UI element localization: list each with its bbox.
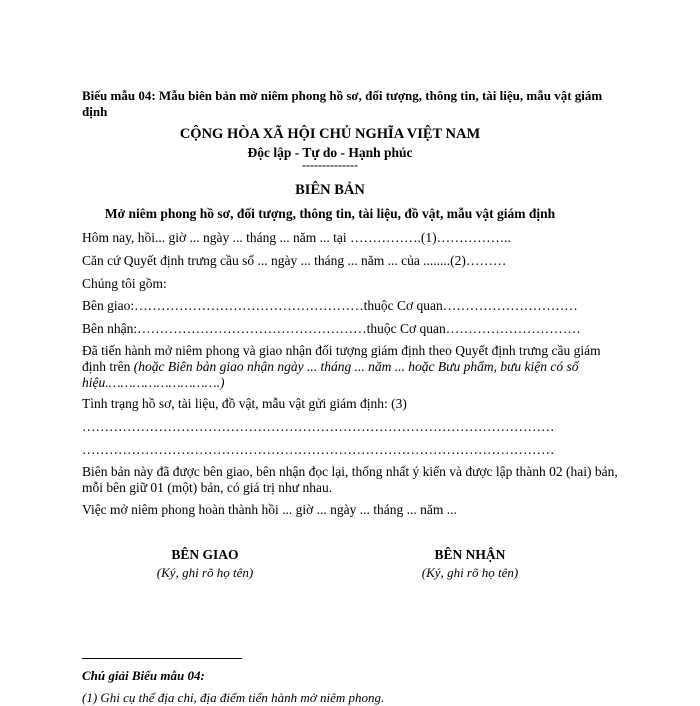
document-subtitle: Mở niêm phong hồ sơ, đối tượng, thông tin, tài liệu, đồ vật, mẫu vật giám định <box>104 206 556 221</box>
document-title: BIÊN BẢN <box>295 182 365 198</box>
motto: Độc lập - Tự do - Hạnh phúc <box>247 145 413 160</box>
dots-line-2: …………………………………………………………………………………………… <box>82 442 555 457</box>
line-we: Chúng tôi gồm: <box>82 276 167 291</box>
line-basis: Căn cứ Quyết định trưng cầu số ... ngày ... tháng ... năm ... của ........(2)……… <box>82 253 507 268</box>
motto-rule: -------------- <box>302 158 358 172</box>
paragraph-conducted-italic: (hoặc Biên bản giao nhận ngày ... tháng ... năm ... hoặc Bưu phẩm, bưu kiện có số hiệu.……………………….) <box>82 359 579 390</box>
line-receiver: Bên nhận:……………………………………………thuộc Cơ quan………………………… <box>82 321 581 336</box>
paragraph-conducted-main: Đã tiến hành mở niêm phong và giao nhận đối tượng giám định theo Quyết định trưng cầu giám định trên <box>82 343 601 374</box>
line-completed: Việc mở niêm phong hoàn thành hồi ... giờ ... ngày ... tháng ... năm ... <box>82 502 457 517</box>
form-heading: Biểu mẫu 04: Mẫu biên bản mở niêm phong hồ sơ, đối tượng, thông tin, tài liệu, mẫu vật giám định <box>82 88 603 119</box>
footnote-divider <box>82 658 242 659</box>
signature-left-note: (Ký, ghi rõ họ tên) <box>156 565 254 580</box>
notes-title: Chú giải Biểu mẫu 04: <box>82 668 205 683</box>
nation-title: CỘNG HÒA XÃ HỘI CHỦ NGHĨA VIỆT NAM <box>179 126 481 142</box>
line-giver: Bên giao:……………………………………………thuộc Cơ quan………………………… <box>82 298 578 313</box>
paragraph-agreed: Biên bản này đã được bên giao, bên nhận đọc lại, thống nhất ý kiến và được lập thành 02 (hai) bản, mỗi bên giữ 01 (một) bản, có giá trị như nhau. <box>82 464 618 495</box>
signature-right-title: BÊN NHẬN <box>434 547 506 562</box>
paragraph-conducted <box>82 343 622 391</box>
signature-right-note: (Ký, ghi rõ họ tên) <box>421 565 519 580</box>
note-1: (1) Ghi cụ thể địa chỉ, địa điểm tiến hành mở niêm phong. <box>82 690 385 705</box>
line-today: Hôm nay, hồi... giờ ... ngày ... tháng ... năm ... tại …………….(1)…………….. <box>82 230 511 245</box>
dots-line-1: …………………………………………………………………………………………… <box>82 419 555 434</box>
signature-left-title: BÊN GIAO <box>171 547 239 562</box>
line-status: Tình trạng hồ sơ, tài liệu, đồ vật, mẫu vật gửi giám định: (3) <box>82 396 407 411</box>
